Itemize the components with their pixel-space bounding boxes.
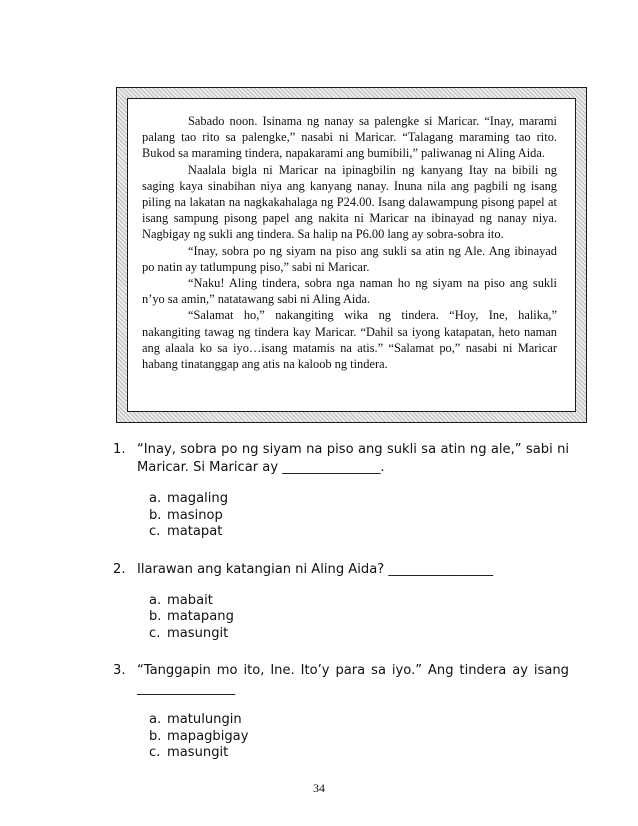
option-label: a. <box>149 712 162 727</box>
story-text <box>142 113 557 372</box>
option-a <box>149 712 569 729</box>
page-number: 34 <box>313 781 325 795</box>
option-list <box>137 593 569 643</box>
option-list <box>137 712 569 762</box>
option-label: a. <box>149 491 162 506</box>
option-b <box>149 508 569 525</box>
question-list <box>113 441 569 782</box>
question-number: 1. <box>113 442 126 457</box>
option-label: b. <box>149 728 162 744</box>
option-text: magaling <box>167 491 228 506</box>
question-3 <box>113 662 569 762</box>
option-c <box>149 745 569 762</box>
option-a <box>149 491 569 508</box>
question-2 <box>113 561 569 643</box>
question-number: 2. <box>113 561 126 577</box>
option-c <box>149 524 569 541</box>
question-text: “Inay, sobra po ng siyam na piso ang sukli sa atin ng ale,” sabi ni Maricar. Si Maricar ay _______________. <box>137 442 569 475</box>
option-list <box>137 491 569 541</box>
option-label: b. <box>149 507 162 523</box>
story-paragraph: Sabado noon. Isinama ng nanay sa palengke si Maricar. “Inay, marami palang tao rito sa palengke,” nasabi ni Maricar. “Talagang maraming tao rito. Bukod sa maraming tindera, napakarami ang bumibili,” paliwanag ni Aling Aida. <box>142 114 557 161</box>
story-frame <box>116 87 587 423</box>
option-text: mapagbigay <box>167 728 249 744</box>
story-paragraph: “Inay, sobra po ng siyam na piso ang sukli sa atin ng Ale. Ang ibinayad po natin ay tatlumpung piso,” sabi ni Maricar. <box>142 243 557 274</box>
option-c <box>149 626 569 643</box>
option-text: matapang <box>167 609 234 624</box>
story-box <box>127 98 576 412</box>
question-text: Ilarawan ang katangian ni Aling Aida? ________________ <box>137 561 494 577</box>
option-text: matapat <box>167 524 223 539</box>
option-text: masinop <box>167 507 223 523</box>
option-label: a. <box>149 592 162 608</box>
option-label: c. <box>149 524 161 539</box>
question-text: “Tanggapin mo ito, Ine. Ito’y para sa iyo.” Ang tindera ay isang _______________ <box>137 663 569 696</box>
option-label: c. <box>149 625 161 641</box>
option-label: c. <box>149 745 161 760</box>
option-b <box>149 609 569 626</box>
option-text: masungit <box>167 745 229 760</box>
option-text: mabait <box>167 592 213 608</box>
option-text: matulungin <box>167 712 242 727</box>
option-a <box>149 593 569 610</box>
question-number: 3. <box>113 663 126 678</box>
question-1 <box>113 441 569 541</box>
option-label: b. <box>149 609 162 624</box>
option-b <box>149 729 569 746</box>
story-paragraph: Naalala bigla ni Maricar na ipinagbilin ng kanyang Itay na bibili ng saging kaya sinabihan niya ang kanyang nanay. Inuna nila ang pagbili ng isang piling na lakatan na nagkakahalaga ng P24.00. Isang dalawampung pisong papel at isang sampung pisong papel ang nakita ni Maricar na ibinayad ng nanay niya. Nagbigay ng sukli ang tindera. Sa halip na P6.00 lang ay sobra-sobra ito. <box>142 162 557 242</box>
option-text: masungit <box>167 625 229 641</box>
story-paragraph: “Salamat ho,” nakangiting wika ng tindera. “Hoy, Ine, halika,” nakangiting tawag ng tindera kay Maricar. “Dahil sa iyong katapatan, heto naman ang alaala ko sa iyo…isang matamis na atis.” “Salamat po,” nasabi ni Maricar habang tinatanggap ang atis na kaloob ng tindera. <box>142 308 557 372</box>
story-paragraph: “Naku! Aling tindera, sobra nga naman ho ng siyam na piso ang sukli n’yo sa amin,” natatawang sabi ni Aling Aida. <box>142 276 557 307</box>
